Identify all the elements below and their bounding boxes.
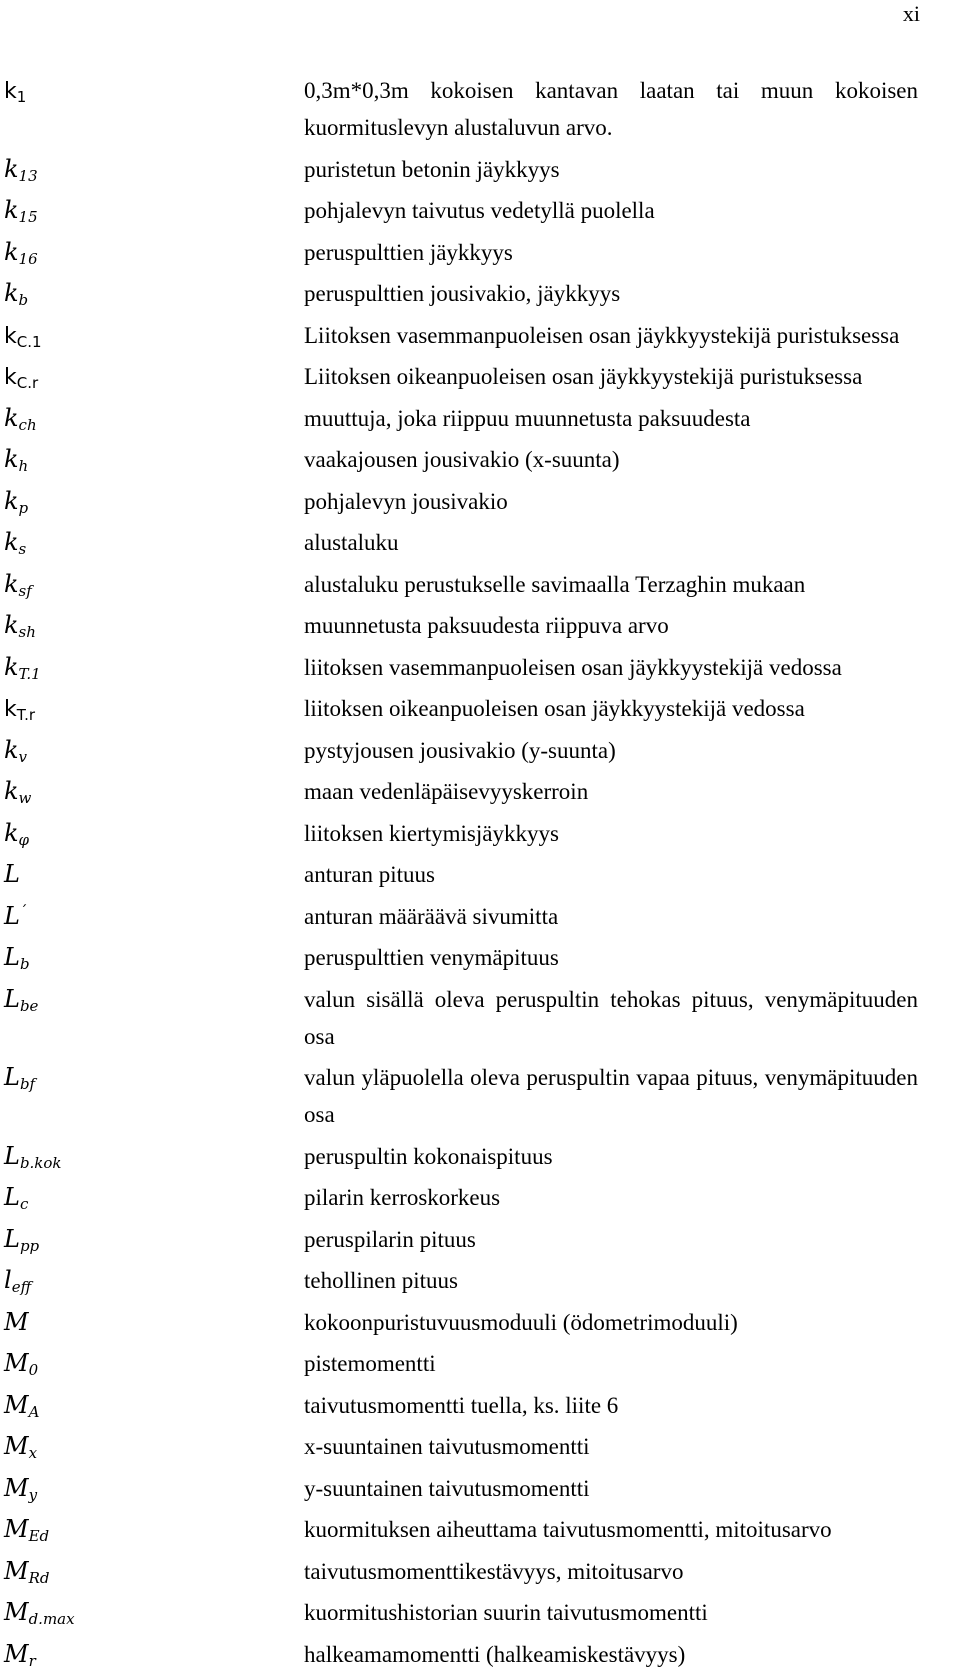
symbol-description: kuormituksen aiheuttama taivutusmomentti, mitoitusarvo (304, 1517, 832, 1542)
symbol-subscript: b.kok (19, 1153, 62, 1172)
symbol (0, 1597, 304, 1627)
page-number: xi (902, 1, 920, 26)
symbol-subscript: c (19, 1195, 29, 1213)
symbol-base: M (4, 1556, 29, 1585)
symbol (0, 1514, 304, 1544)
symbol-base: L (4, 1141, 20, 1170)
symbol-base: M (4, 1515, 29, 1543)
symbol-description: liitoksen oikeanpuoleisen osan jäykkyystekijä vedossa (304, 696, 805, 721)
symbol-description: peruspultin kokonaispituus (304, 1143, 553, 1169)
symbol-description: liitoksen vasemmanpuoleisen osan jäykkyystekijä vedossa (304, 654, 842, 680)
symbol-description: halkeamamomentti (halkeamiskestävyys) (304, 1641, 686, 1667)
symbol-row (0, 569, 960, 603)
symbol (0, 403, 304, 433)
symbol-base: l (4, 1266, 12, 1294)
symbol-description: anturan määräävä sivumitta (304, 903, 559, 929)
symbol (0, 1141, 304, 1171)
symbol-subscript: h (18, 457, 29, 475)
symbol (0, 859, 304, 889)
symbol-subscript: w (18, 789, 32, 807)
symbol-subscript: be (19, 996, 39, 1015)
symbol-row (0, 486, 960, 520)
symbol-base: L (4, 984, 20, 1013)
symbol-description: vaakajousen jousivakio (x-suunta) (304, 447, 620, 472)
symbol (0, 1348, 304, 1378)
symbol-base: M (4, 1349, 29, 1377)
symbol-subscript: b (18, 291, 29, 309)
symbol-base: k (4, 528, 19, 556)
symbol-base: k (4, 569, 19, 598)
symbol-base: k (4, 697, 17, 722)
symbol-subscript: sf (18, 581, 32, 600)
symbol-base: k (4, 365, 17, 390)
symbol (0, 1307, 304, 1337)
symbol-description: anturan pituus (304, 862, 435, 887)
symbol-base: k (4, 154, 19, 183)
symbol-description: muunnetusta paksuudesta riippuva arvo (304, 613, 669, 638)
symbol-row (0, 984, 960, 1055)
symbol-base: M (4, 1432, 29, 1460)
symbol-prime: ´ (19, 901, 28, 920)
symbol-description: pohjalevyn taivutus vedetyllä puolella (304, 198, 655, 223)
symbol-row (0, 1224, 960, 1258)
symbol-subscript: r (28, 1651, 36, 1670)
symbol-base: k (4, 323, 17, 349)
symbol-base: L (4, 860, 20, 888)
symbol-row (0, 1473, 960, 1507)
symbol-row (0, 735, 960, 769)
symbol-description: pilarin kerroskorkeus (304, 1185, 501, 1210)
symbol-row (0, 693, 960, 727)
symbol-row (0, 1307, 960, 1341)
symbol-row (0, 1062, 960, 1133)
symbol-row (0, 1390, 960, 1424)
symbol-description: peruspulttien jousivakio, jäykkyys (304, 281, 621, 306)
symbol (0, 278, 304, 308)
symbol (0, 1639, 304, 1669)
symbol-description: Liitoksen vasemmanpuoleisen osan jäykkyystekijä puristuksessa (304, 322, 900, 348)
symbol-row (0, 1597, 960, 1631)
symbol (0, 237, 304, 267)
symbol-description: valun yläpuolella oleva peruspultin vapaa pituus, venymäpituuden osa (304, 1065, 918, 1127)
symbol (0, 1062, 304, 1092)
symbol-subscript: d.max (28, 1610, 75, 1628)
symbol-subscript: b (19, 955, 30, 973)
symbol (0, 776, 304, 806)
symbol (0, 735, 304, 765)
symbol-row (0, 237, 960, 271)
symbol (0, 652, 304, 682)
symbol-subscript: φ (18, 830, 30, 849)
symbol-subscript: 16 (18, 249, 38, 268)
symbol-row (0, 278, 960, 312)
symbol-base: k (4, 735, 19, 764)
symbol-base: L (4, 1183, 20, 1211)
symbol-base: M (4, 1639, 29, 1668)
symbol-description: taivutusmomenttikestävyys, mitoitusarvo (304, 1558, 684, 1584)
symbol-base: L (4, 1063, 20, 1091)
symbol-subscript: 0 (28, 1361, 39, 1379)
symbol-description: maan vedenläpäisevyyskerroin (304, 779, 589, 804)
symbol (0, 361, 304, 393)
symbol-base: k (4, 486, 19, 515)
symbol-row (0, 527, 960, 561)
symbol-row (0, 818, 960, 852)
symbol-subscript: Ed (28, 1527, 50, 1545)
symbol-row (0, 1556, 960, 1590)
symbol-base: M (4, 1598, 29, 1626)
symbol-subscript: T.1 (18, 664, 41, 683)
symbol-row (0, 154, 960, 188)
symbol (0, 1265, 304, 1295)
symbol-row (0, 1514, 960, 1548)
symbol-row (0, 75, 960, 146)
symbol-subscript: C.r (16, 374, 39, 392)
symbol-description: alustaluku (304, 530, 399, 555)
symbol-list (0, 75, 960, 1680)
symbol (0, 75, 304, 107)
symbol-subscript: p (18, 498, 29, 517)
symbol-subscript: pp (19, 1236, 40, 1255)
symbol-description: alustaluku perustukselle savimaalla Terzaghin mukaan (304, 571, 806, 597)
symbol-base: k (4, 777, 19, 805)
symbol-subscript: 13 (18, 166, 38, 185)
symbol-row (0, 1182, 960, 1216)
symbol (0, 569, 304, 599)
symbol (0, 486, 304, 516)
symbol-row (0, 320, 960, 354)
symbol (0, 1556, 304, 1586)
symbol-base: k (4, 403, 19, 432)
symbol (0, 1390, 304, 1420)
symbol-base: k (4, 445, 19, 473)
symbol-row (0, 859, 960, 893)
symbol-subscript: C.1 (16, 332, 42, 351)
symbol-row (0, 776, 960, 810)
symbol-base: k (4, 196, 19, 224)
symbol-subscript: sh (18, 623, 36, 641)
symbol-row (0, 652, 960, 686)
symbol-subscript: T.r (16, 706, 36, 724)
symbol-row (0, 195, 960, 229)
symbol-base: k (4, 237, 19, 266)
symbol-base: L (4, 901, 20, 930)
symbol-row (0, 444, 960, 478)
symbol-row (0, 1639, 960, 1673)
symbol-row (0, 1141, 960, 1175)
symbol-base: M (4, 1390, 29, 1419)
symbol-subscript: v (18, 747, 28, 766)
symbol-description: y-suuntainen taivutusmomentti (304, 1475, 590, 1501)
symbol-description: x-suuntainen taivutusmomentti (304, 1434, 590, 1459)
symbol-description: liitoksen kiertymisjäykkyys (304, 820, 559, 846)
symbol-base: k (4, 279, 19, 307)
symbol-row (0, 942, 960, 976)
symbol-subscript: Rd (28, 1568, 50, 1587)
symbol-subscript: A (28, 1402, 40, 1421)
symbol-row (0, 1348, 960, 1382)
symbol-row (0, 361, 960, 395)
symbol-base: k (4, 818, 19, 847)
symbol-description: peruspilarin pituus (304, 1226, 476, 1252)
symbol (0, 444, 304, 474)
symbol (0, 320, 304, 352)
symbol-description: kuormitushistorian suurin taivutusmomentti (304, 1600, 708, 1625)
symbol (0, 527, 304, 557)
symbol (0, 1473, 304, 1503)
symbol-base: k (4, 611, 19, 639)
symbol-row (0, 610, 960, 644)
symbol-description: Liitoksen oikeanpuoleisen osan jäykkyystekijä puristuksessa (304, 364, 863, 389)
symbol (0, 942, 304, 972)
symbol-subscript: y (28, 1485, 38, 1504)
symbol-subscript: bf (19, 1075, 36, 1093)
symbol-row (0, 901, 960, 935)
symbol-row (0, 403, 960, 437)
symbol-description: valun sisällä oleva peruspultin tehokas pituus, venymäpituuden osa (304, 986, 918, 1049)
symbol-base: M (4, 1473, 29, 1502)
symbol (0, 984, 304, 1014)
symbol-base: k (4, 79, 17, 104)
symbol-row (0, 1431, 960, 1465)
symbol-subscript: eff (11, 1278, 32, 1296)
symbol-base: L (4, 943, 20, 971)
symbol-subscript: s (18, 540, 27, 558)
symbol (0, 1431, 304, 1461)
symbol-description: peruspulttien jäykkyys (304, 239, 513, 265)
symbol (0, 693, 304, 725)
symbol-description: peruspulttien venymäpituus (304, 945, 559, 970)
symbol-row (0, 1265, 960, 1299)
symbol-description: pohjalevyn jousivakio (304, 488, 508, 514)
symbol-description: muuttuja, joka riippuu muunnetusta paksuudesta (304, 405, 751, 431)
symbol (0, 901, 304, 931)
symbol-description: pystyjousen jousivakio (y-suunta) (304, 737, 616, 763)
symbol-subscript: x (28, 1444, 38, 1462)
symbol-base: M (4, 1307, 29, 1336)
symbol-description: puristetun betonin jäykkyys (304, 156, 560, 182)
symbol-subscript: 1 (16, 88, 27, 106)
symbol-description: kokoonpuristuvuusmoduuli (ödometrimoduuli) (304, 1309, 738, 1335)
symbol (0, 610, 304, 640)
symbol-base: L (4, 1224, 20, 1253)
symbol (0, 195, 304, 225)
symbol (0, 154, 304, 184)
symbol-base: k (4, 652, 19, 681)
symbol (0, 818, 304, 848)
symbol-description: tehollinen pituus (304, 1268, 458, 1293)
symbol-description: taivutusmomentti tuella, ks. liite 6 (304, 1392, 619, 1418)
symbol (0, 1224, 304, 1254)
symbol-description: pistemomentti (304, 1351, 436, 1376)
symbol-subscript: 15 (18, 208, 38, 226)
symbol-subscript: ch (18, 415, 37, 434)
symbol-description: 0,3m*0,3m kokoisen kantavan laatan tai muun kokoisen kuormituslevyn alustaluvun arvo. (304, 78, 918, 140)
symbol (0, 1182, 304, 1212)
